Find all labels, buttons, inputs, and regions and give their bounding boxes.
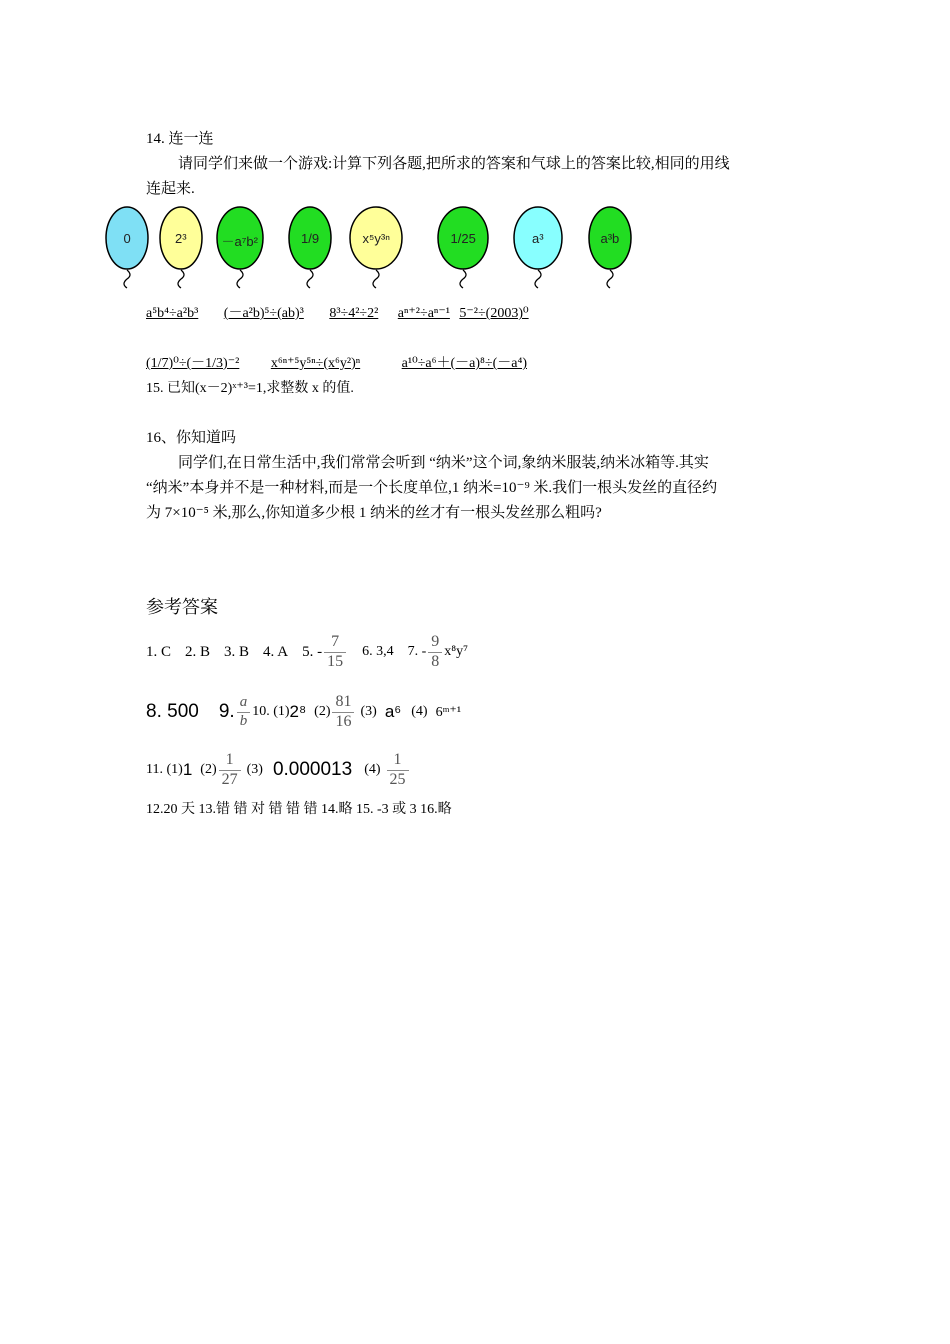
- expression: x⁶ⁿ⁺⁵y⁵ⁿ÷(x⁶y²)ⁿ: [270, 356, 361, 371]
- balloon-icon: [287, 205, 333, 291]
- balloon-icon: [587, 205, 633, 291]
- answers-title: 参考答案: [146, 597, 218, 617]
- fraction-numerator: 9: [428, 633, 442, 652]
- expression-row-1: [146, 302, 529, 322]
- answers-line-3: [146, 748, 411, 792]
- q14-intro-line1: 请同学们来做一个游戏:计算下列各题,把所求的答案和气球上的答案比较,相同的用线: [178, 156, 730, 172]
- answer-6: 6. 3,4: [362, 644, 394, 659]
- balloon-icon: [436, 205, 490, 291]
- answer-2: 2. B: [185, 643, 211, 660]
- fraction-denominator: 15: [327, 652, 344, 670]
- balloon: [158, 205, 204, 291]
- balloon: [215, 205, 265, 291]
- balloon: [104, 205, 150, 291]
- answer-3: 3. B: [224, 643, 250, 660]
- balloon: [436, 205, 490, 291]
- answer-10-2-label: (2): [314, 704, 331, 719]
- q16-line3: 为 7×10⁻⁵ 米,那么,你知道多少根 1 纳米的丝才有一根头发丝那么粗吗?: [146, 505, 602, 521]
- answers-line-2: [146, 690, 461, 734]
- answer-10-1: 2⁸: [289, 702, 307, 721]
- balloon-icon: [512, 205, 564, 291]
- balloon-string: [237, 270, 243, 288]
- answers-line-1: [146, 630, 468, 674]
- balloon: [287, 205, 333, 291]
- answer-1: 1. C: [146, 643, 172, 660]
- q16-title: 16、你知道吗: [146, 430, 237, 446]
- balloon-label: 2³: [175, 231, 187, 246]
- balloon-string: [307, 270, 313, 288]
- balloon-string: [124, 270, 130, 288]
- balloon-string: [178, 270, 184, 288]
- answer-7-prefix: 7. -: [407, 644, 427, 659]
- balloon-label: 1/9: [301, 231, 320, 246]
- answer-11-2-label: (2): [200, 762, 217, 777]
- answer-10-3-label: (3): [360, 704, 377, 719]
- answer-7-suffix: x⁸y⁷: [444, 644, 468, 659]
- balloon-label: －a⁷b²: [221, 234, 258, 249]
- answer-5-fraction: [324, 633, 346, 671]
- answer-10-4-label: (4): [411, 704, 428, 719]
- q14-intro-line2: 连起来.: [146, 181, 195, 197]
- balloon-string: [460, 270, 466, 288]
- answer-11-prefix: 11. (1): [146, 762, 183, 777]
- balloon-icon: [348, 205, 404, 291]
- answer-4: 4. A: [263, 643, 289, 660]
- fraction-numerator: a: [237, 694, 251, 712]
- answer-5-prefix: 5. -: [302, 643, 323, 660]
- expression: aⁿ⁺²÷aⁿ⁻¹: [397, 306, 450, 321]
- fraction-denominator: 25: [389, 770, 406, 788]
- expression: a¹⁰÷a⁶＋(－a)⁸÷(－a⁴): [401, 356, 527, 371]
- expression: (－a²b)⁵÷(ab)³: [223, 306, 304, 321]
- balloon-label: 1/25: [450, 231, 476, 246]
- balloon-icon: [158, 205, 204, 291]
- q16-line1: 同学们,在日常生活中,我们常常会听到 “纳米”这个词,象纳米服装,纳米冰箱等.其实: [178, 455, 709, 471]
- fraction-numerator: 1: [387, 751, 409, 770]
- answer-10-2-fraction: [332, 693, 354, 731]
- fraction-numerator: 7: [324, 633, 346, 652]
- fraction-numerator: 81: [332, 693, 354, 712]
- fraction-denominator: 16: [335, 712, 352, 730]
- balloon-row: [100, 205, 660, 295]
- expression: 5⁻²÷(2003)⁰: [459, 306, 529, 321]
- answer-9-fraction: [237, 694, 251, 730]
- balloon: [587, 205, 633, 291]
- answers-line-4: 12.20 天 13.错 错 对 错 错 错 14.略 15. -3 或 3 16.略: [146, 802, 452, 817]
- balloon: [512, 205, 564, 291]
- answer-11-4-label: (4): [364, 762, 381, 777]
- q16-line2: “纳米”本身并不是一种材料,而是一个长度单位,1 纳米=10⁻⁹ 米.我们一根头发丝的直径约: [146, 480, 718, 496]
- answer-10-4: 6ᵐ⁺¹: [435, 704, 462, 720]
- fraction-denominator: 8: [431, 652, 440, 670]
- answer-8: 8. 500: [146, 701, 199, 722]
- balloon-icon: [104, 205, 150, 291]
- balloon-string: [373, 270, 379, 288]
- fraction-denominator: 27: [221, 770, 238, 788]
- q15-text: 15. 已知(x－2)ˣ⁺³=1,求整数 x 的值.: [146, 381, 354, 396]
- fraction-denominator: b: [239, 712, 248, 729]
- q14-title: 14. 连一连: [146, 131, 214, 147]
- balloon-string: [535, 270, 541, 288]
- answer-10-3: a⁶: [384, 702, 402, 721]
- answer-11-3-label: (3): [246, 762, 263, 777]
- balloon-string: [607, 270, 613, 288]
- balloon-label: 0: [123, 231, 131, 246]
- answer-11-4-fraction: [387, 751, 409, 789]
- answer-10-prefix: 10. (1): [252, 704, 290, 719]
- answer-11-3: 0.000013: [272, 759, 353, 780]
- answer-9-prefix: 9.: [218, 701, 235, 722]
- balloon-label: a³: [532, 231, 544, 246]
- balloon-label: a³b: [600, 231, 620, 246]
- balloon: [348, 205, 404, 291]
- expression: a⁵b⁴÷a²b³: [146, 306, 199, 321]
- expression-row-2: [146, 352, 527, 372]
- expression: (1/7)⁰÷(－1/3)⁻²: [146, 356, 240, 371]
- fraction-numerator: 1: [219, 751, 241, 770]
- answer-11-1: 1: [182, 760, 193, 779]
- balloon-label: x⁵y³ⁿ: [362, 231, 390, 246]
- answer-11-2-fraction: [219, 751, 241, 789]
- expression: 8³÷4²÷2²: [329, 306, 379, 321]
- answer-7-fraction: [428, 633, 442, 671]
